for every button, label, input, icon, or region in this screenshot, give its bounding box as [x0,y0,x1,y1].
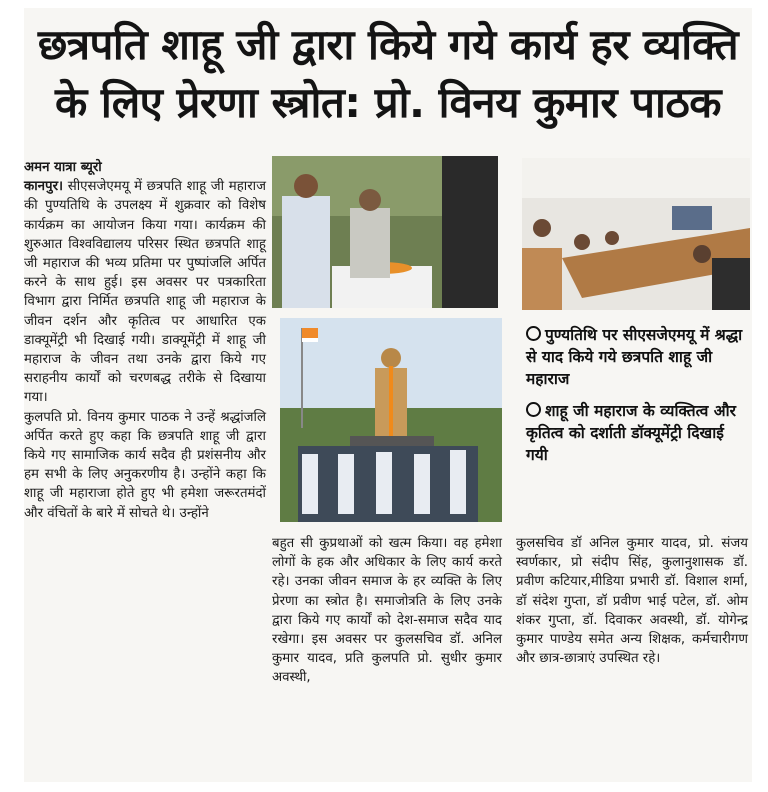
photo-garlanding-ceremony [272,156,498,308]
circle-bullet-icon [526,326,541,341]
highlight-text-1: पुण्यतिथि पर सीएसजेएमयू में श्रद्धा से याद किये गये छत्रपति शाहू जी महाराज [526,326,743,388]
highlights-box [526,324,748,520]
article-paragraph-1: सीएसजेएमयू में छत्रपति शाहू जी महाराज की पुण्यतिथि के उपलक्ष्य में शुक्रवार को विशेष कार्यक्रम का आयोजन किया गया। कार्यक्रम की शुरुआत विश्वविद्यालय परिसर स्थित छत्रपति शाहू जी महाराज की भव्य प्रतिमा पर पुष्पांजलि अर्पित करने के साथ हुई। इस अवसर पर पत्रकारिता विभाग द्वारा निर्मित छत्रपति शाहू जी महाराज के जीवन दर्शन और कृतित्व पर आधारित एक डाक्यूमेंट्री भी दिखाई गयी। डाक्यूमेंट्री में शाहू जी महाराज के जीवन तथा उनके द्वारा किये गए सराहनीय कार्यों को चरणबद्ध तरीके से दिखाया गया। [24,179,266,406]
article-paragraph-3: बहुत सी कुप्रथाओं को खत्म किया। वह हमेशा लोगों के हक और अधिकार के लिए कार्य करते रहे। उनका जीवन समाज के हर व्यक्ति के लिए प्रेरणा का स्त्रोत है। समाजोत्रति के लिए उनके द्वारा किये गए कार्यों को देश-समाज सदैव याद रखेगा। इस अवसर पर कुलसचिव डॉ. अनिल कुमार यादव, प्रति कुलपति प्रो. सुधीर कुमार अवस्थी, [272,536,502,686]
newspaper-clipping [24,8,752,782]
headline-line-1: छत्रपति शाहू जी द्वारा किये गये कार्य हर व्यक्ति [37,20,739,69]
article-column-3 [516,534,748,778]
circle-bullet-icon [526,402,541,417]
article-column-1 [24,158,266,778]
byline: अमन यात्रा ब्यूरो [24,160,102,175]
article-column-2 [272,534,502,778]
headline [24,16,752,132]
highlight-item [526,400,748,466]
photo-statue-group [280,318,502,522]
article-paragraph-2: कुलपति प्रो. विनय कुमार पाठक ने उन्हें श्रद्धांजलि अर्पित करते हुए कहा कि छत्रपति शाहू जी द्वारा किये गए सामाजिक कार्य सदैव ही प्रशंसनीय और हम सभी के लिए अनुकरणीय है। उन्होंने कहा कि शाहू जी महाराजा होते हुए भी हमेशा जरूरतमंदों और वंचितों के बारे में सोचते थे। उन्होंने [24,409,266,521]
photo-meeting-hall [522,158,750,310]
highlight-item [526,324,748,390]
dateline: कानपुर। [24,179,64,195]
highlight-text-2: शाहू जी महाराज के व्यक्तित्व और कृतित्व को दर्शाती डॉक्यूमेंट्री दिखाई गयी [526,402,736,464]
headline-line-2: के लिए प्रेरणा स्त्रोत: प्रो. विनय कुमार पाठक [54,78,722,127]
article-paragraph-4: कुलसचिव डॉ अनिल कुमार यादव, प्रो. संजय स्वर्णकार, प्रो संदीप सिंह, कुलानुशासक डॉ. प्रवीण कटियार,मीडिया प्रभारी डॉ. विशाल शर्मा, डॉ संदेश गुप्ता, डॉ प्रवीण भाई पटेल, डॉ. ओम शंकर गुप्ता, डॉ. दिवाकर अवस्थी, डॉ. योगेन्द्र कुमार पाण्डेय समेत अन्य शिक्षक, कर्मचारीगण और छात्र-छात्राएं उपस्थित रहे। [516,536,748,667]
